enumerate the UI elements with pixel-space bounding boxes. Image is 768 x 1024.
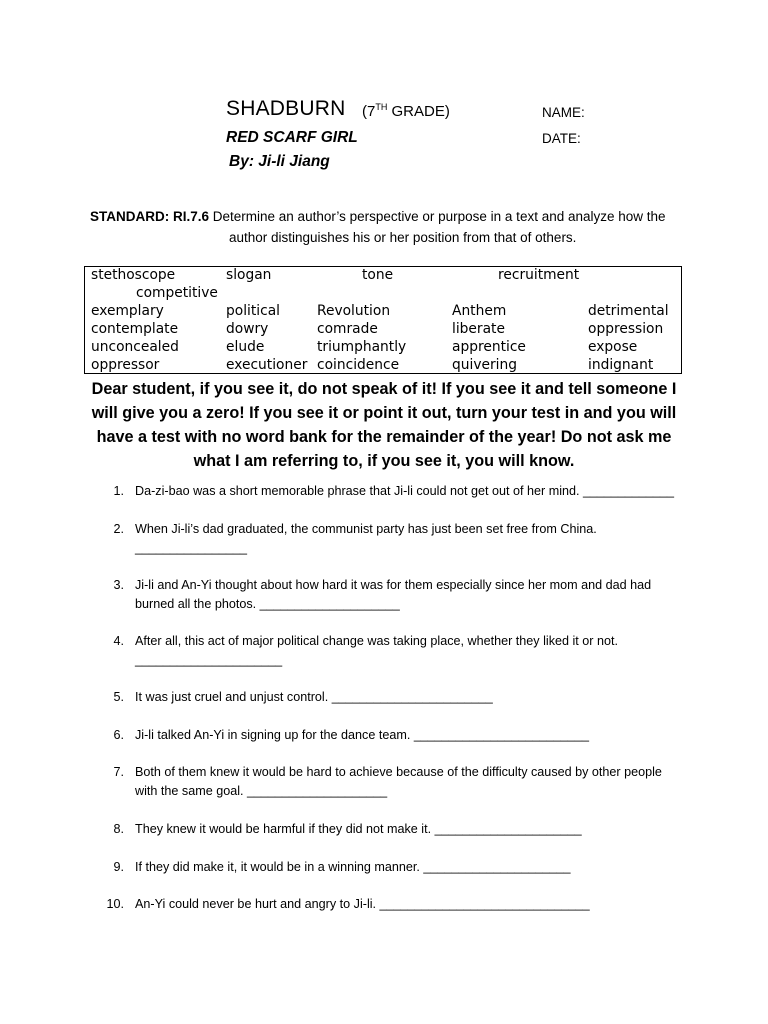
word-bank-word: indignant	[588, 357, 654, 373]
standard-block	[90, 206, 690, 248]
word-bank-word: comrade	[317, 321, 378, 337]
word-bank-word: dowry	[226, 321, 269, 337]
standard-label: STANDARD: RI.7.6	[90, 209, 210, 224]
question-number: 2.	[113, 522, 124, 536]
question-text: After all, this act of major political change was taking place, whether they liked it or not.	[135, 634, 619, 648]
question-number: 6.	[113, 728, 124, 742]
question-number: 7.	[113, 765, 124, 779]
question-text: When Ji-li’s dad graduated, the communist party has just been set free from China.	[135, 522, 597, 536]
question-text: Da-zi-bao was a short memorable phrase that Ji-li could not get out of her mind. _____________	[135, 484, 675, 498]
word-bank-word: tone	[362, 267, 394, 283]
grade-suffix: GRADE)	[387, 103, 450, 120]
grade-superscript: TH	[375, 102, 388, 112]
word-bank-word: recruitment	[498, 267, 580, 283]
standard-text-line2: author distinguishes his or her position from that of others.	[229, 230, 577, 245]
book-title: RED SCARF GIRL	[226, 129, 358, 146]
word-bank-word: triumphantly	[317, 339, 407, 355]
question-text: An-Yi could never be hurt and angry to Ji-li. ______________________________	[135, 897, 590, 911]
grade-label	[362, 102, 450, 120]
question-number: 9.	[113, 860, 124, 874]
word-bank	[84, 266, 682, 374]
question-number: 4.	[113, 634, 124, 648]
word-bank-word: executioner	[226, 357, 308, 373]
word-bank-word: Anthem	[452, 303, 507, 319]
question-number: 10.	[106, 897, 124, 911]
question-text-continued: with the same goal. ____________________	[135, 784, 388, 798]
student-warning: Dear student, if you see it, do not speak of it! If you see it and tell someone I will give you a zero! If you see it or point it out, turn your test in and you will have a test with no word bank for the remainder of the year! Do not ask me what I am referring to, if you see it, you will know.	[91, 380, 677, 470]
date-label: DATE:	[542, 131, 581, 146]
word-bank-word: unconcealed	[91, 339, 179, 355]
question-text-continued: _____________________	[135, 653, 283, 667]
name-label: NAME:	[542, 105, 585, 120]
question-number: 5.	[113, 690, 124, 704]
question-text: They knew it would be harmful if they did not make it. _____________________	[135, 822, 582, 836]
question-text: Both of them knew it would be hard to achieve because of the difficulty caused by other people	[135, 765, 662, 779]
question-text-continued: ________________	[135, 541, 248, 555]
question-text: If they did make it, it would be in a winning manner. _____________________	[135, 860, 571, 874]
word-bank-word: Revolution	[317, 303, 391, 319]
page-title: SHADBURN	[226, 97, 346, 120]
question-number: 1.	[113, 484, 124, 498]
question-number: 8.	[113, 822, 124, 836]
question-text: Ji-li and An-Yi thought about how hard it was for them especially since her mom and dad had	[135, 578, 652, 592]
question-text: Ji-li talked An-Yi in signing up for the dance team. _________________________	[135, 728, 589, 742]
word-bank-word: contemplate	[91, 321, 179, 337]
word-bank-word: stethoscope	[91, 267, 176, 283]
grade-prefix: (7	[362, 103, 376, 120]
question-text-continued: burned all the photos. ____________________	[135, 597, 400, 611]
word-bank-word: elude	[226, 339, 265, 355]
word-bank-word: competitive	[136, 285, 218, 301]
word-bank-word: apprentice	[452, 339, 526, 355]
word-bank-word: slogan	[226, 267, 272, 283]
word-bank-word: detrimental	[588, 303, 669, 319]
word-bank-word: oppression	[588, 321, 664, 337]
word-bank-word: oppressor	[91, 357, 160, 373]
word-bank-word: expose	[588, 339, 638, 355]
word-bank-word: coincidence	[317, 357, 400, 373]
question-number: 3.	[113, 578, 124, 592]
word-bank-word: liberate	[452, 321, 505, 337]
word-bank-word: quivering	[452, 357, 517, 373]
question-text: It was just cruel and unjust control. _______________________	[135, 690, 493, 704]
word-bank-word: exemplary	[91, 303, 164, 319]
word-bank-word: political	[226, 303, 280, 319]
standard-text-line1: Determine an author’s perspective or purpose in a text and analyze how the	[209, 209, 666, 224]
author-byline: By: Ji-li Jiang	[229, 153, 330, 170]
